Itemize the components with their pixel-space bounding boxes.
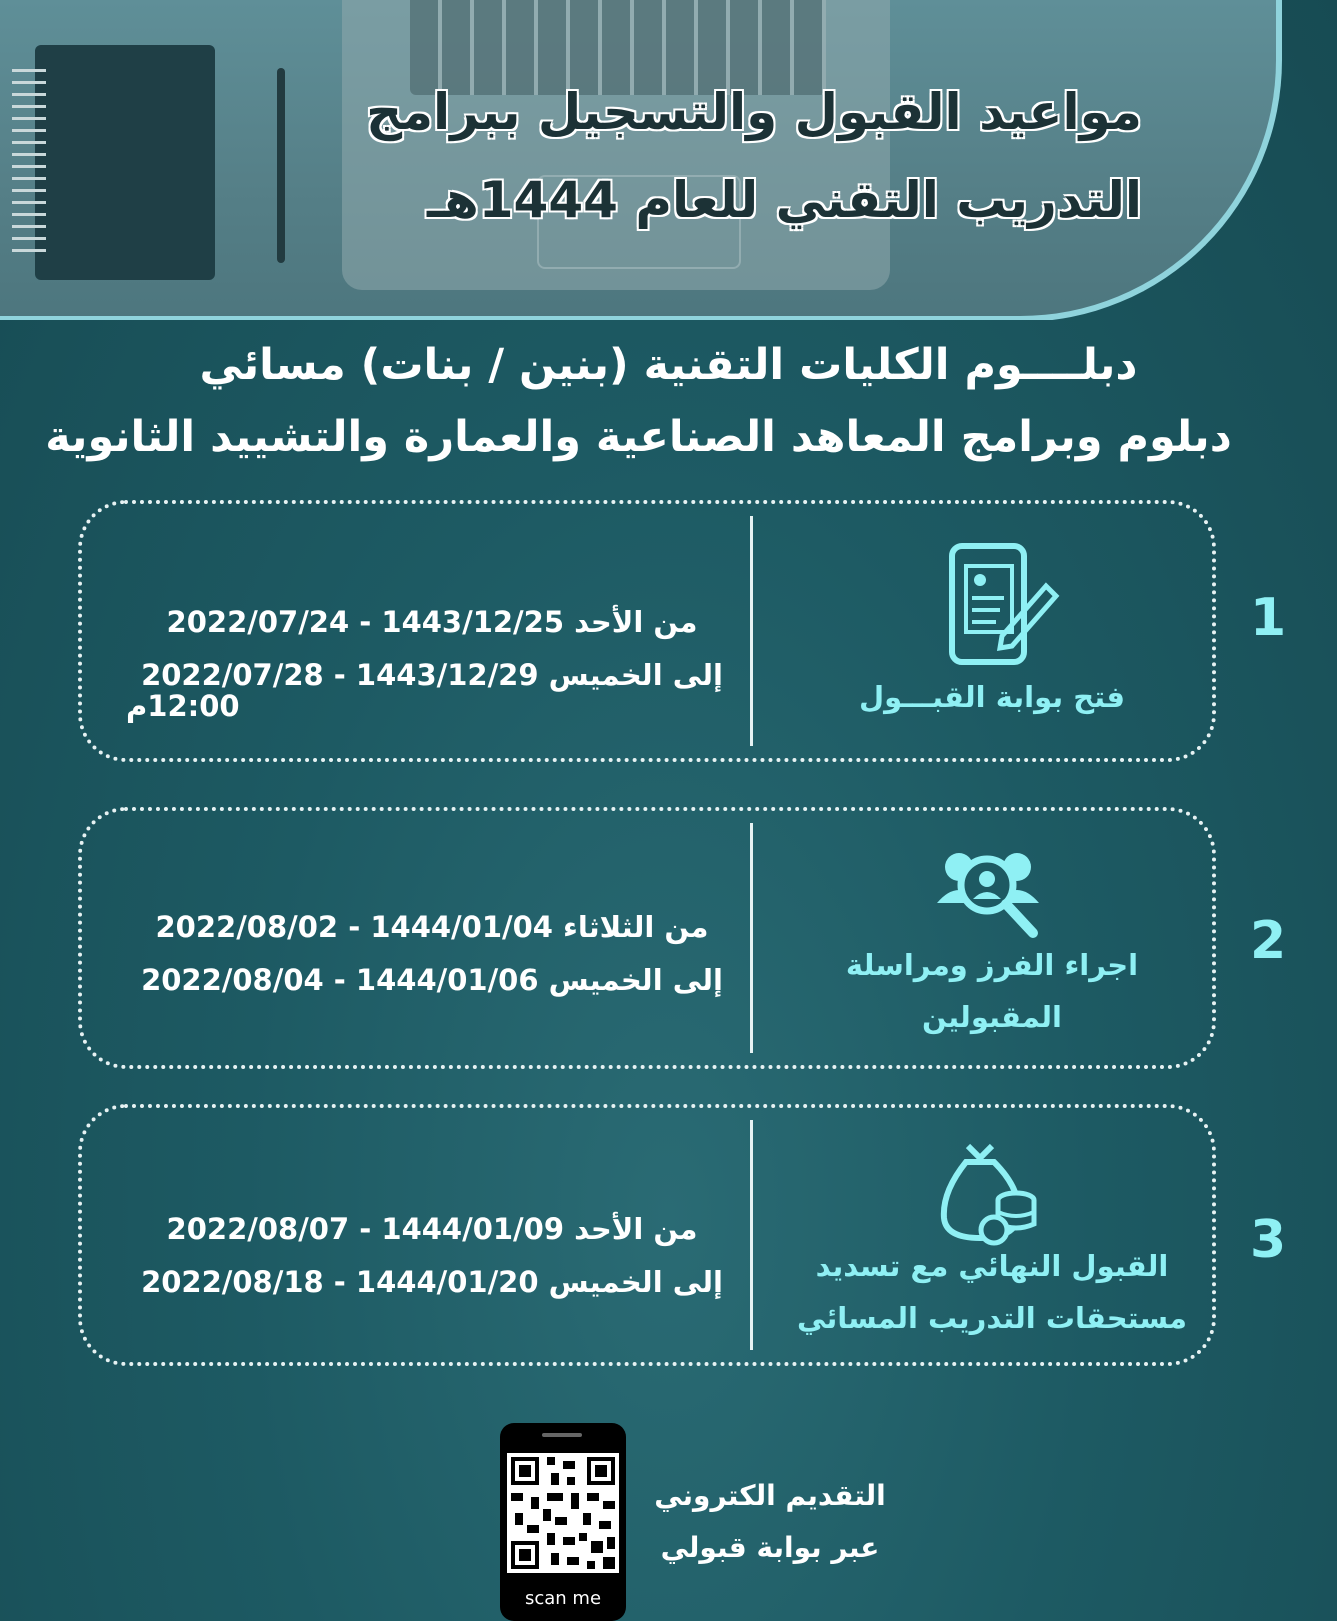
step-3-label-line-2: مستحقات التدريب المسائي — [797, 1301, 1187, 1335]
step-card-2 — [78, 807, 1216, 1069]
subtitle-line-2: دبلوم وبرامج المعاهد الصناعية والعمارة والتشييد الثانوية — [45, 412, 1232, 462]
step-number-3: 3 — [1250, 1210, 1287, 1270]
phone-form-icon — [942, 540, 1062, 670]
step-1-from: من الأحد 1443/12/25 - 2022/07/24 — [166, 605, 698, 639]
step-1-to: إلى الخميس 1443/12/29 - 2022/07/28 — [141, 658, 723, 692]
step-2-from: من الثلاثاء 1444/01/04 - 2022/08/02 — [155, 910, 709, 944]
phone-notch — [542, 1433, 582, 1437]
step-2-label-line-2: المقبولين — [922, 1000, 1062, 1034]
people-search-icon — [937, 841, 1047, 941]
step-3-label — [772, 1240, 1212, 1344]
step-divider — [750, 823, 753, 1053]
step-2-to: إلى الخميس 1444/01/06 - 2022/08/04 — [141, 963, 723, 997]
qr-code-icon[interactable] — [507, 1453, 619, 1573]
header-banner — [0, 0, 1337, 320]
title-line-2: التدريب التقني للعام 1444هـ — [427, 171, 1142, 229]
step-2-label — [772, 939, 1212, 1043]
step-1-label-line-1: فتح بوابة القبـــول — [858, 680, 1126, 714]
step-3-to: إلى الخميس 1444/01/20 - 2022/08/18 — [141, 1265, 723, 1299]
step-3-label-line-1: القبول النهائي مع تسديد — [815, 1249, 1169, 1283]
step-2-dates — [122, 901, 742, 1007]
step-card-3 — [78, 1104, 1216, 1366]
step-divider — [750, 516, 753, 746]
qr-phone[interactable] — [500, 1423, 626, 1621]
step-number-1: 1 — [1250, 588, 1287, 648]
money-bag-icon — [932, 1138, 1042, 1248]
step-1-label — [772, 671, 1212, 723]
step-number-2: 2 — [1250, 911, 1287, 971]
step-3-dates — [122, 1203, 742, 1309]
step-1-time: 12:00م — [126, 689, 240, 723]
apply-line-1: التقديم الكتروني — [654, 1479, 886, 1512]
step-1-dates — [122, 596, 742, 702]
apply-online-text — [640, 1470, 900, 1574]
step-2-label-line-1: اجراء الفرز ومراسلة — [845, 948, 1139, 982]
apply-line-2: عبر بوابة قبولي — [660, 1531, 880, 1564]
scan-me-label: scan me — [524, 1588, 602, 1609]
step-3-from: من الأحد 1444/01/09 - 2022/08/07 — [166, 1212, 698, 1246]
step-card-1 — [78, 500, 1216, 762]
page-title — [242, 68, 1142, 244]
title-line-1: مواعيد القبول والتسجيل ببرامج — [366, 83, 1142, 141]
subtitle-line-1: دبلــــوم الكليات التقنية (بنين / بنات) مسائي — [199, 340, 1138, 390]
step-divider — [750, 1120, 753, 1350]
